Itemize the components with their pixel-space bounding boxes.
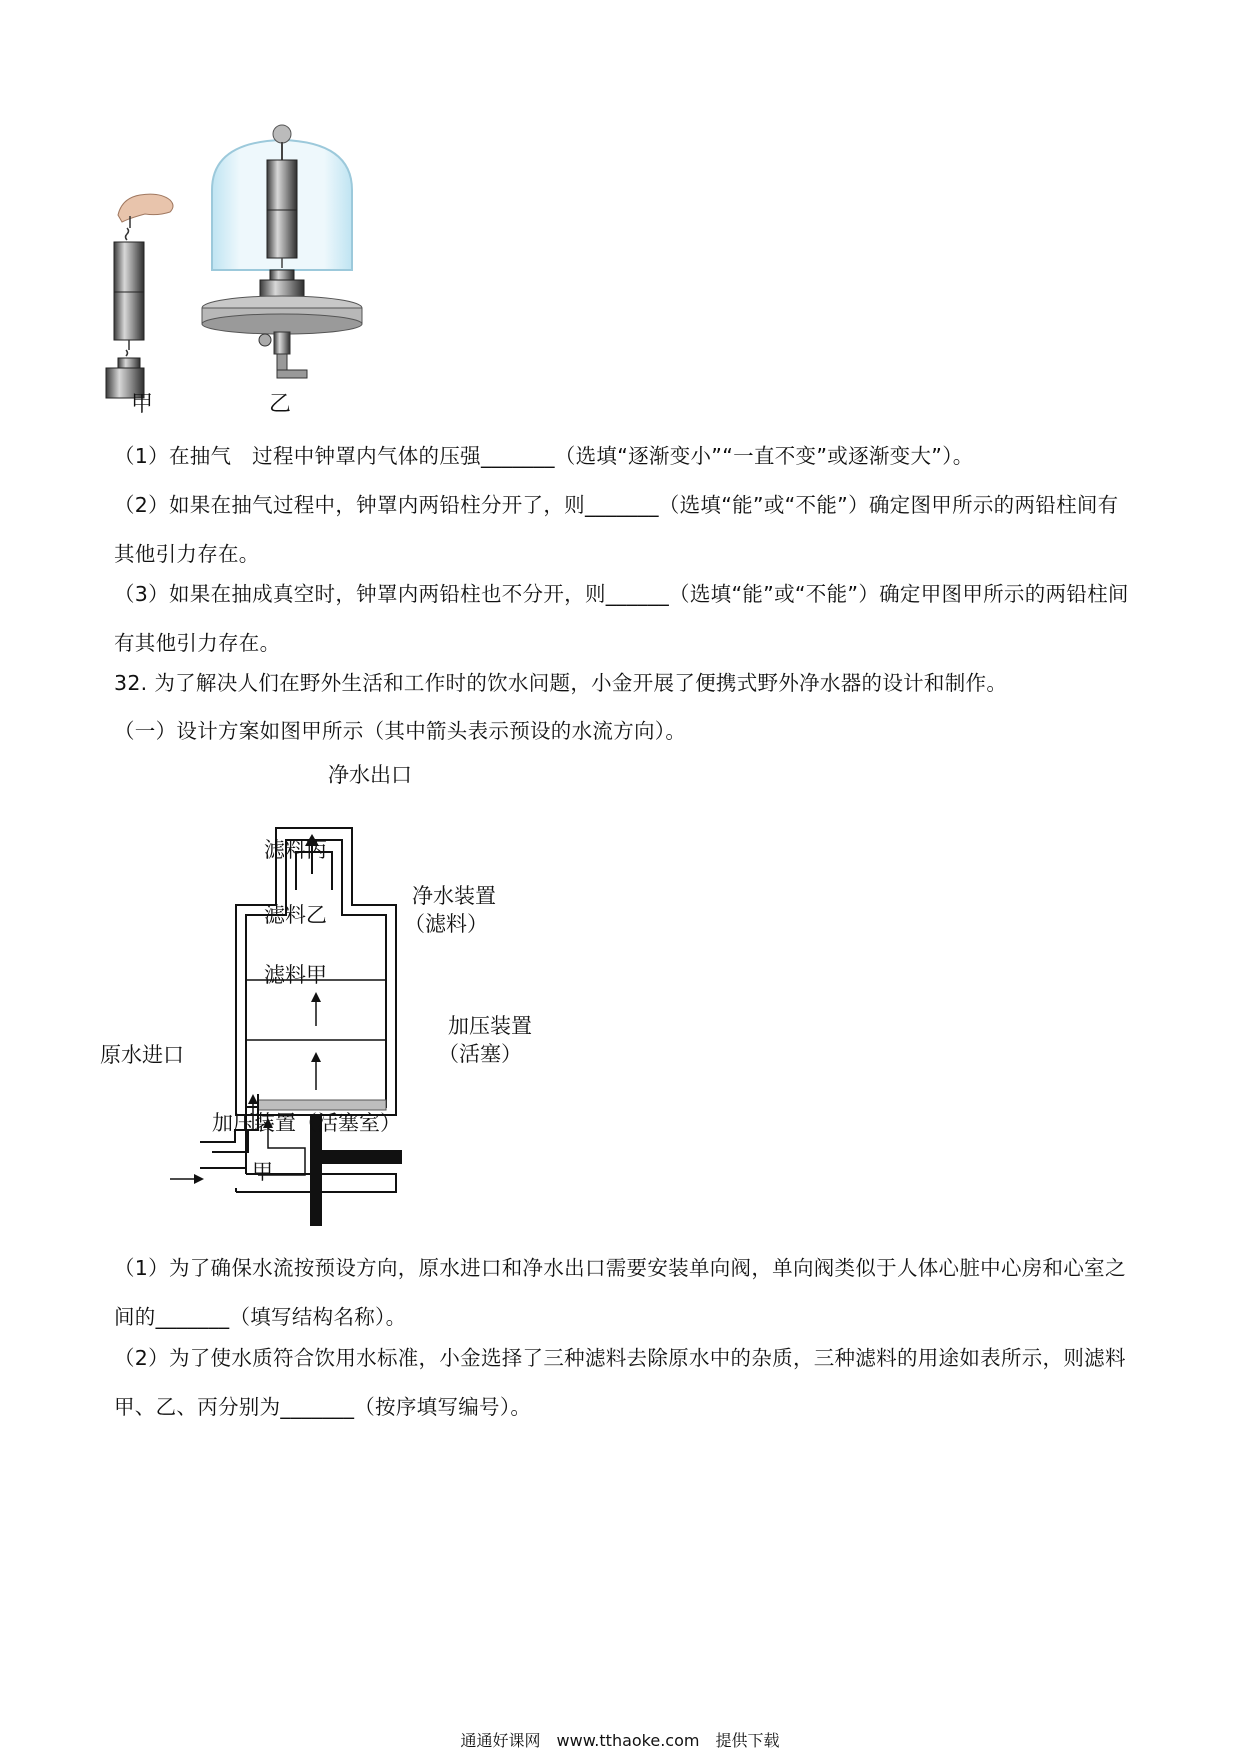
piston-sublabel: （活塞） (438, 1042, 522, 1066)
piston-plate (258, 1100, 386, 1110)
hand-icon (118, 194, 173, 222)
bell-jar-apparatus (202, 125, 362, 378)
water-purifier-diagram (100, 763, 560, 1210)
filter-c-label: 滤料丙 (264, 838, 327, 862)
q32-section-1: （一）设计方案如图甲所示（其中箭头表示预设的水流方向）。 (114, 719, 687, 743)
piston-label: 加压装置 (448, 1014, 532, 1038)
filter-a-label: 滤料甲 (264, 963, 327, 987)
inlet-label: 原水进口 (100, 1043, 184, 1067)
q32-intro: 32. 为了解决人们在野外生活和工作时的饮水问题，小金开展了便携式野外净水器的设计和制作。 (114, 671, 1008, 695)
lead-column-figure (100, 120, 460, 420)
q31-part2: （2）如果在抽气过程中，钟罩内两铅柱分开了，则_______（选填“能”或“不能”）确定图甲所示的两铅柱间有其他引力存在。 (114, 493, 1119, 566)
diagram-caption: 甲 (252, 1160, 273, 1184)
page-footer: 通通好课网 www.tthaoke.com 提供下载 (460, 1731, 780, 1750)
chamber-label: 加压装置（活塞室） (212, 1111, 401, 1135)
q32-part2: （2）为了使水质符合饮用水标准，小金选择了三种滤料去除原水中的杂质，三种滤料的用途如表所示，则滤料甲、乙、丙分别为_______（按序填写编号）。 (114, 1346, 1126, 1419)
q32-part1: （1）为了确保水流按预设方向，原水进口和净水出口需要安装单向阀，单向阀类似于人体心脏中心房和心室之间的_______（填写结构名称）。 (114, 1256, 1126, 1329)
q31-part3: （3）如果在抽成真空时，钟罩内两铅柱也不分开，则______（选填“能”或“不能”）确定甲图甲所示的两铅柱间有其他引力存在。 (114, 582, 1129, 655)
figure-label-yi: 乙 (269, 392, 292, 417)
outlet-label: 净水出口 (328, 763, 412, 787)
q31-part1: （1）在抽气 过程中钟罩内气体的压强_______（选填“逐渐变小”“一直不变”或逐渐变大”）。 (114, 444, 974, 468)
figure-label-jia: 甲 (131, 392, 154, 417)
hand-held-columns (106, 194, 173, 398)
purifier-label: 净水装置 (412, 884, 496, 908)
filter-b-label: 滤料乙 (264, 903, 327, 927)
purifier-sublabel: （滤料） (404, 912, 488, 936)
